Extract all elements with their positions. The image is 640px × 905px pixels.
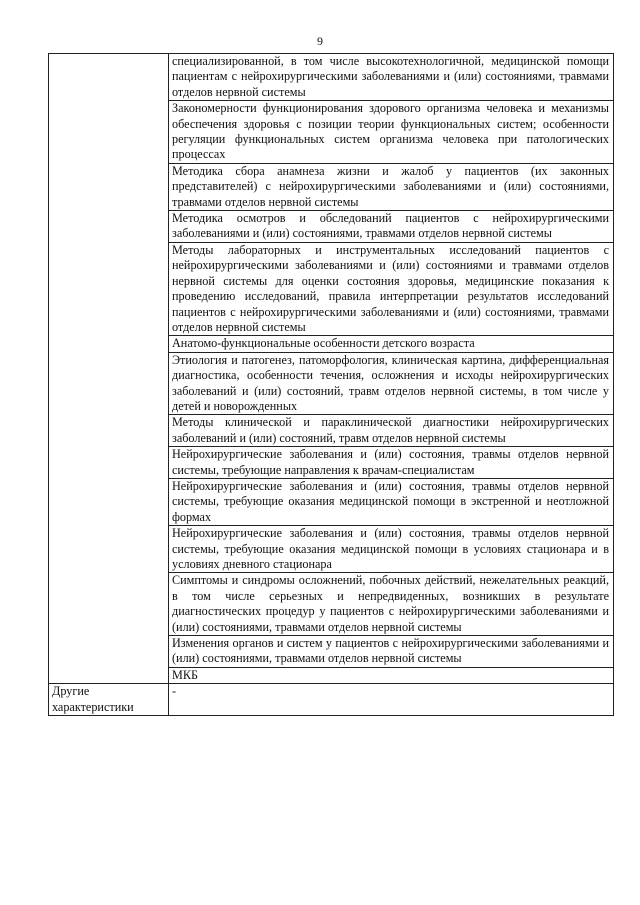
knowledge-item: Закономерности функционирования здорового организма человека и механизмы обеспечения здоровья с позиции теории функциональных систем; особенности регуляции функциональных систем организма человека при патологических процессах	[169, 101, 614, 164]
page-number: 9	[317, 34, 323, 48]
knowledge-item: Нейрохирургические заболевания и (или) состояния, травмы отделов нервной системы, требующие оказания медицинской помощи в условиях стационара и в условиях дневного стационара	[169, 526, 614, 573]
knowledge-item: Анатомо-функциональные особенности детского возраста	[169, 336, 614, 352]
other-characteristics-value: -	[169, 684, 614, 716]
requirements-table	[48, 53, 614, 716]
table-row	[49, 54, 614, 101]
knowledge-item: Симптомы и синдромы осложнений, побочных действий, нежелательных реакций, в том числе серьезных и непредвиденных, возникших в результате диагностических процедур у пациентов с нейрохирургическими заболеваниями и (или) состояниями, травмами отделов нервной системы	[169, 573, 614, 636]
section-label-cell	[49, 54, 169, 684]
knowledge-item: МКБ	[169, 667, 614, 683]
knowledge-item: Методы клинической и параклинической диагностики нейрохирургических заболеваний и (или) состояний, травм отделов нервной системы	[169, 415, 614, 447]
knowledge-item: Нейрохирургические заболевания и (или) состояния, травмы отделов нервной системы, требующие оказания медицинской помощи в экстренной и неотложной формах	[169, 478, 614, 525]
knowledge-item: специализированной, в том числе высокотехнологичной, медицинской помощи пациентам с нейрохирургическими заболеваниями и (или) состояниями, травмами отделов нервной системы	[169, 54, 614, 101]
knowledge-item: Методика сбора анамнеза жизни и жалоб у пациентов (их законных представителей) с нейрохирургическими заболеваниями и (или) состояниями, травмами отделов нервной системы	[169, 163, 614, 210]
knowledge-item: Нейрохирургические заболевания и (или) состояния, травмы отделов нервной системы, требующие направления к врачам-специалистам	[169, 447, 614, 479]
knowledge-item: Методика осмотров и обследований пациентов с нейрохирургическими заболеваниями и (или) состояниями, травмами отделов нервной системы	[169, 211, 614, 243]
knowledge-item: Этиология и патогенез, патоморфология, клиническая картина, дифференциальная диагностика, особенности течения, осложнения и исходы нейрохирургических заболеваний и (или) состояний, травм отделов нервной системы, в том числе у детей и новорожденных	[169, 352, 614, 415]
other-characteristics-row	[49, 684, 614, 716]
other-characteristics-label: Другие характеристики	[49, 684, 169, 716]
knowledge-item: Методы лабораторных и инструментальных исследований пациентов с нейрохирургическими заболеваниями и (или) состояниями и травмами отделов нервной системы для оценки состояния здоровья, медицинские показания к проведению исследований, правила интерпретации результатов исследований пациентов с нейрохирургическими заболеваниями и (или) состояниями, травмами отделов нервной системы	[169, 242, 614, 335]
knowledge-item: Изменения органов и систем у пациентов с нейрохирургическими заболеваниями и (или) состояниями, травмами отделов нервной системы	[169, 636, 614, 668]
